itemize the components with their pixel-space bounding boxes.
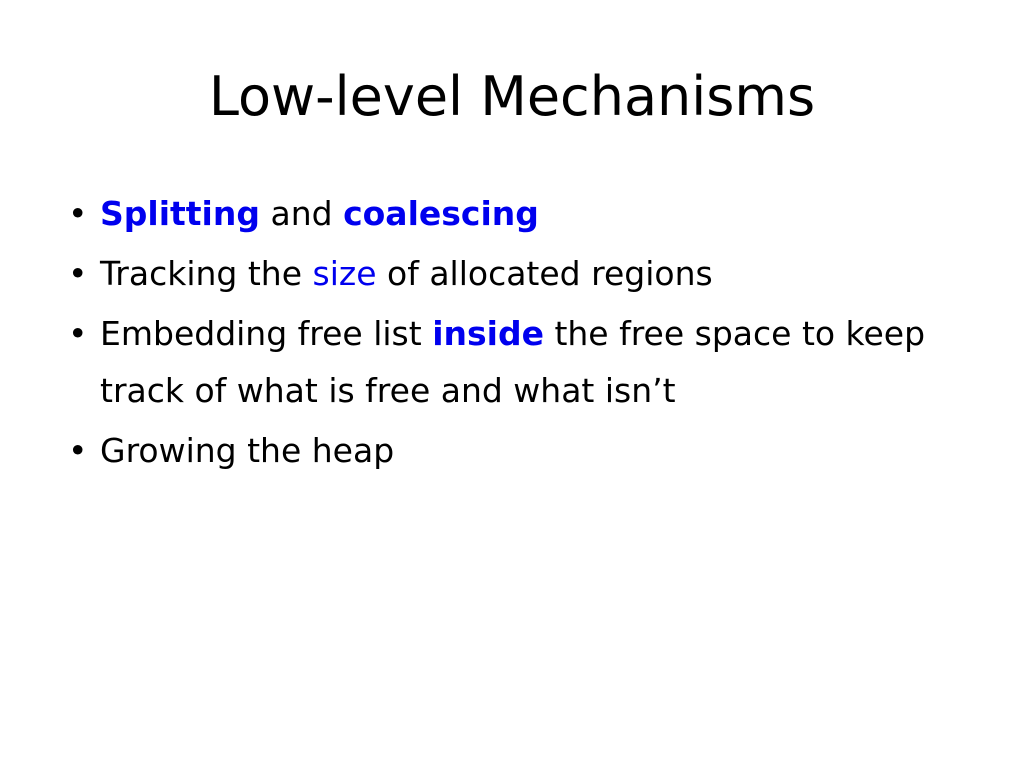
keyword-splitting: Splitting — [100, 194, 260, 233]
bullet-item-tracking-size — [68, 245, 968, 302]
bullet-text: Growing the heap — [100, 431, 395, 470]
bullet-text: Tracking the — [100, 254, 313, 293]
bullet-text: Embedding free list — [100, 314, 433, 353]
keyword-coalescing: coalescing — [343, 194, 539, 233]
bullet-icon: • — [68, 314, 88, 353]
slide-title: Low-level Mechanisms — [208, 65, 816, 128]
bullet-text: the free space to keep track of what is free and what isn’t — [100, 314, 926, 410]
bullet-icon: • — [68, 431, 88, 470]
keyword-size: size — [312, 254, 377, 293]
bullet-item-embedding-free-list — [68, 305, 968, 419]
bullet-icon: • — [68, 254, 88, 293]
bullet-list — [68, 185, 968, 482]
bullet-item-growing-heap — [68, 422, 968, 479]
bullet-text: of allocated regions — [376, 254, 713, 293]
bullet-icon: • — [68, 194, 88, 233]
keyword-inside: inside — [432, 314, 544, 353]
bullet-item-splitting — [68, 185, 968, 242]
bullet-text: and — [260, 194, 344, 233]
